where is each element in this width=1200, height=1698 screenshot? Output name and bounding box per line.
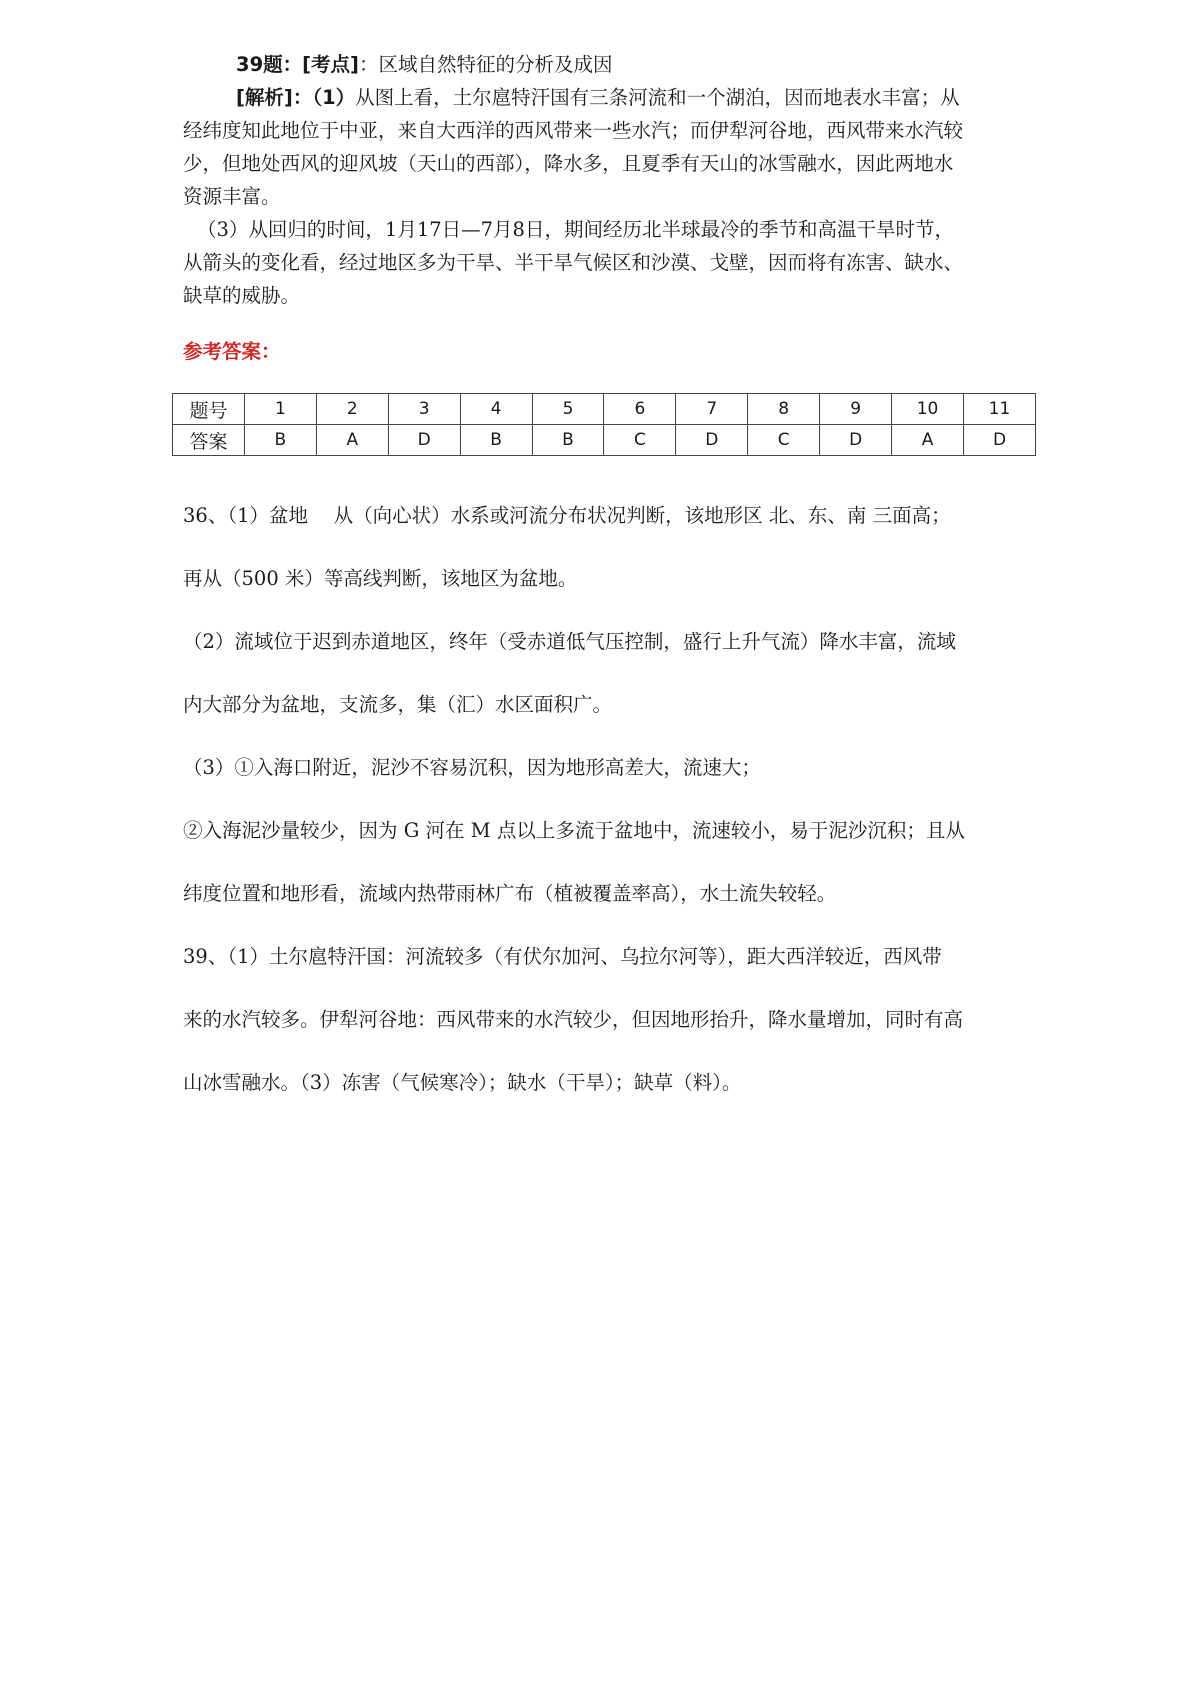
answer-cell: B xyxy=(532,425,604,456)
answer-36-3-line-2: ②入海泥沙量较少，因为 G 河在 M 点以上多流于盆地中，流速较小，易于泥沙沉积；且从 xyxy=(183,819,965,842)
answers-section xyxy=(183,502,1033,1132)
answer-cell: D xyxy=(820,425,892,456)
answer-cell: B xyxy=(460,425,532,456)
question-number-cell: 5 xyxy=(532,394,604,425)
answer-cell: C xyxy=(604,425,676,456)
answer-39-1-line-1: 39、（1）土尔扈特汗国：河流较多（有伏尔加河、乌拉尔河等），距大西洋较近，西风带 xyxy=(183,945,942,968)
question-number-cell: 2 xyxy=(316,394,388,425)
answer-36-3-line-1: （3）①入海口附近，泥沙不容易沉积，因为地形高差大，流速大； xyxy=(183,756,761,779)
question-number-cell: 1 xyxy=(244,394,316,425)
answer-cell: D xyxy=(676,425,748,456)
answer-36-2-line-1: （2）流域位于迟到赤道地区，终年（受赤道低气压控制，盛行上升气流）降水丰富，流域 xyxy=(183,630,956,653)
answer-36-1-line-1: 36、（1）盆地 从（向心状）水系或河流分布状况判断，该地形区 北、东、南 三面高； xyxy=(183,504,951,527)
kaodian-text: ：区域自然特征的分析及成因 xyxy=(358,53,613,76)
reference-answer-heading: 参考答案： xyxy=(183,340,281,363)
question-number-cell: 10 xyxy=(892,394,964,425)
row-label-number: 题号 xyxy=(173,394,245,425)
jiexi-paragraph-1-line-1 xyxy=(183,81,1033,114)
answer-cell: A xyxy=(316,425,388,456)
analysis-section xyxy=(183,48,1033,312)
jiexi-colon: ： xyxy=(292,86,313,109)
answer-cell: B xyxy=(244,425,316,456)
jiexi-paragraph-1-line-3: 少，但地处西风的迎风坡（天山的西部），降水多，且夏季有天山的冰雪融水，因此两地水 xyxy=(183,152,954,175)
answer-39-1-line-2: 来的水汽较多。伊犁河谷地：西风带来的水汽较少，但因地形抬升，降水量增加，同时有高 xyxy=(183,1008,964,1031)
jiexi-paragraph-1-line-2: 经纬度知此地位于中亚，来自大西洋的西风带来一些水汽；而伊犁河谷地，西风带来水汽较 xyxy=(183,119,964,142)
question-number-cell: 7 xyxy=(676,394,748,425)
answer-36-3-line-3: 纬度位置和地形看，流域内热带雨林广布（植被覆盖率高），水土流失较轻。 xyxy=(183,882,837,905)
question-number: 39题： xyxy=(236,53,303,76)
answer-cell: C xyxy=(748,425,820,456)
p1-number: （1） xyxy=(312,86,356,109)
answer-cell: D xyxy=(963,425,1035,456)
answer-table-answer-row xyxy=(173,425,1036,456)
answer-table-number-row xyxy=(173,394,1036,425)
question-number-cell: 11 xyxy=(963,394,1035,425)
analysis-title xyxy=(183,48,1033,81)
question-number-cell: 9 xyxy=(820,394,892,425)
answer-table xyxy=(172,393,1036,456)
question-number-cell: 3 xyxy=(388,394,460,425)
jiexi-paragraph-3-line-1: （3）从回归的时间，1月17日—7月8日，期间经历北半球最冷的季节和高温干旱时节， xyxy=(197,218,954,241)
jiexi-paragraph-3-line-3: 缺草的威胁。 xyxy=(183,284,301,307)
jiexi-tag: [解析] xyxy=(236,86,293,109)
question-number-cell: 6 xyxy=(604,394,676,425)
answer-cell: D xyxy=(388,425,460,456)
kaodian-tag: [考点] xyxy=(302,53,359,76)
row-label-answer: 答案 xyxy=(173,425,245,456)
question-number-cell: 8 xyxy=(748,394,820,425)
jiexi-paragraph-3-line-2: 从箭头的变化看，经过地区多为干旱、半干旱气候区和沙漠、戈壁，因而将有冻害、缺水、 xyxy=(183,251,964,274)
p1-first-text: 从图上看，土尔扈特汗国有三条河流和一个湖泊，因而地表水丰富；从 xyxy=(355,86,960,109)
answer-36-1-line-2: 再从（500 米）等高线判断，该地区为盆地。 xyxy=(183,567,578,590)
answer-39-3-line-3: 山冰雪融水。（3）冻害（气候寒冷）；缺水（干旱）；缺草（料）。 xyxy=(183,1071,742,1094)
jiexi-paragraph-1-line-4: 资源丰富。 xyxy=(183,185,281,208)
answer-36-2-line-2: 内大部分为盆地，支流多，集（汇）水区面积广。 xyxy=(183,693,613,716)
answer-cell: A xyxy=(892,425,964,456)
question-number-cell: 4 xyxy=(460,394,532,425)
